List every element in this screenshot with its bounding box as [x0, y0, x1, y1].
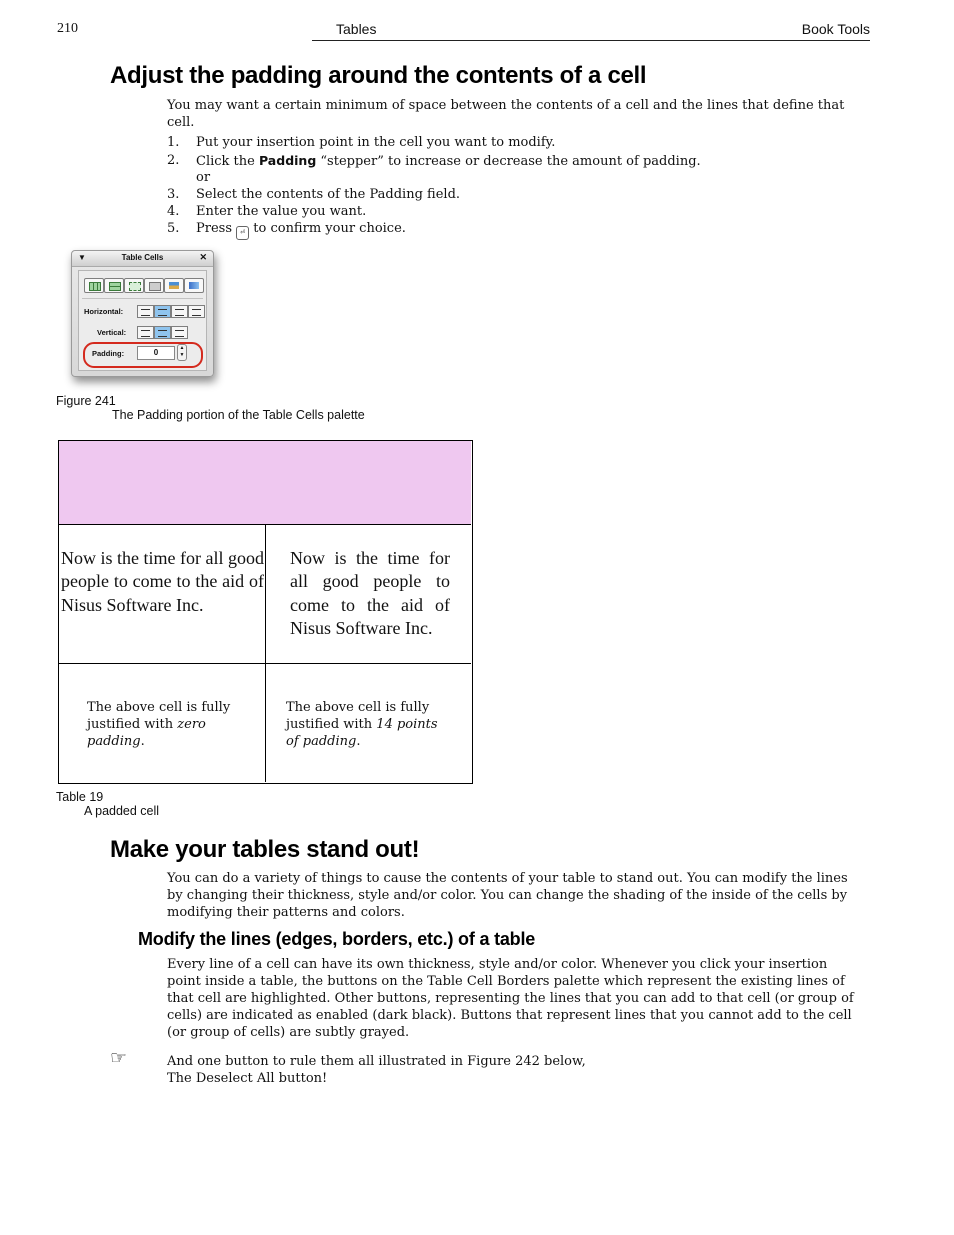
table-caption: A padded cell — [84, 804, 160, 818]
align-left-icon — [141, 309, 150, 316]
collapse-triangle-icon[interactable]: ▼ — [78, 253, 86, 262]
figure-caption: The Padding portion of the Table Cells palette — [112, 408, 365, 422]
step-text-after: “stepper” to increase or decrease the amount of padding. — [316, 154, 701, 169]
cell-text: Now is the time for all good people to come to the aid of Nisus Software Inc. — [61, 548, 264, 615]
palette-divider — [82, 298, 203, 299]
palette-title: Table Cells — [121, 253, 164, 262]
padded-cell-table — [58, 440, 473, 784]
step-number: 5. — [167, 221, 180, 236]
step-number: 4. — [167, 204, 180, 219]
lines-paragraph: Every line of a cell can have its own thickness, style and/or color. Whenever you click your insertion point inside a table, the buttons on the Table Cell Borders palette which represent the existing lines of that cell are highlighted. Other buttons, representing the lines that you can add to that cell (or group of cells) are indicated as enabled (dark black). Buttons that represent lines that you cannot add to the cell (or group of cells) are subtly grayed. — [167, 957, 854, 1040]
note-text-after: . — [356, 734, 361, 749]
padding-term: Padding — [258, 153, 317, 168]
cell-image-button[interactable] — [164, 278, 184, 293]
align-middle-icon — [158, 330, 167, 337]
table-grid-icon — [109, 282, 121, 291]
note-emphasis: zero padding — [87, 717, 206, 749]
picture-icon — [169, 282, 179, 289]
palette-titlebar — [72, 251, 213, 267]
split-cell-button[interactable] — [124, 278, 144, 293]
cell-zero-padding — [59, 525, 266, 664]
align-right-icon — [175, 309, 184, 316]
step-text-after: to confirm your choice. — [249, 221, 406, 236]
padding-label: Padding: — [92, 349, 125, 358]
merge-cell-icon — [149, 282, 161, 291]
return-key-icon: ⏎ — [236, 226, 249, 240]
align-left-button[interactable] — [137, 305, 154, 318]
cell-14pt-padding — [266, 525, 471, 664]
step-number: 2. — [167, 153, 180, 168]
split-cell-icon — [129, 282, 141, 291]
section-title-stand-out: Make your tables stand out! — [110, 836, 420, 863]
step-text: Enter the value you want. — [196, 204, 367, 219]
table-label: Table 19 — [56, 790, 104, 804]
or-text: or — [196, 170, 211, 185]
subsection-title-lines: Modify the lines (edges, borders, etc.) of a table — [138, 929, 536, 949]
palette-body — [78, 270, 207, 371]
header-rule — [312, 40, 870, 41]
align-justify-icon — [192, 309, 201, 316]
table-header-cell — [59, 441, 471, 525]
vertical-label: Vertical: — [97, 328, 127, 337]
note-text — [286, 699, 454, 750]
step-text-before: Press — [196, 221, 237, 236]
align-center-icon — [158, 309, 167, 316]
step-text: Put your insertion point in the cell you want to modify. — [196, 135, 556, 150]
note-line-2: The Deselect All button! — [167, 1071, 328, 1086]
merge-cell-button[interactable] — [144, 278, 164, 293]
align-bottom-button[interactable] — [171, 326, 188, 339]
step-text-before: Click the — [196, 154, 259, 169]
step-text: Select the contents of the Padding field. — [196, 187, 461, 202]
horizontal-label: Horizontal: — [84, 307, 124, 316]
intro-paragraph: You may want a certain minimum of space between the contents of a cell and the lines that define that cell. — [167, 98, 845, 130]
note-text-after: . — [140, 734, 145, 749]
running-header-book: Book Tools — [801, 21, 870, 37]
note-emphasis: 14 points of padding — [286, 717, 438, 749]
note-cell-right — [266, 664, 471, 782]
page-number: 210 — [57, 21, 78, 36]
step-text — [196, 220, 406, 240]
cell-shading-button[interactable] — [184, 278, 204, 293]
insert-column-button[interactable] — [104, 278, 124, 293]
table-cells-palette — [71, 250, 214, 377]
shading-icon — [189, 282, 199, 289]
align-bottom-icon — [175, 330, 184, 337]
running-header-section: Tables — [336, 21, 377, 37]
step-text — [196, 152, 701, 170]
padding-input[interactable]: 0 — [137, 346, 175, 360]
align-justify-button[interactable] — [188, 305, 205, 318]
note-text-before: The above cell is fully justified with — [87, 700, 231, 732]
section-title-padding: Adjust the padding around the contents of a cell — [110, 62, 647, 89]
padding-stepper[interactable]: ▲ ▼ — [177, 344, 187, 361]
insert-row-button[interactable] — [84, 278, 104, 293]
cell-text: Now is the time for all good people to come to the aid of Nisus Software Inc. — [290, 548, 450, 639]
step-number: 1. — [167, 135, 180, 150]
close-icon[interactable]: ✕ — [199, 252, 207, 262]
stand-out-paragraph: You can do a variety of things to cause the contents of your table to stand out. You can modify the lines by changing their thickness, style and/or color. You can change the shading of the inside of the cells by modifying their patterns and colors. — [167, 871, 848, 920]
note-text — [87, 699, 245, 750]
step-number: 3. — [167, 187, 180, 202]
align-top-button[interactable] — [137, 326, 154, 339]
align-middle-button[interactable] — [154, 326, 171, 339]
note-cell-left — [59, 664, 266, 782]
pointing-hand-icon: ☞ — [110, 1047, 128, 1069]
figure-label: Figure 241 — [56, 394, 116, 408]
align-right-button[interactable] — [171, 305, 188, 318]
align-top-icon — [141, 330, 150, 337]
note-line-1: And one button to rule them all illustrated in Figure 242 below, — [167, 1054, 586, 1069]
note-text-before: The above cell is fully justified with — [286, 700, 430, 732]
table-grid-icon — [89, 282, 101, 291]
align-center-button[interactable] — [154, 305, 171, 318]
